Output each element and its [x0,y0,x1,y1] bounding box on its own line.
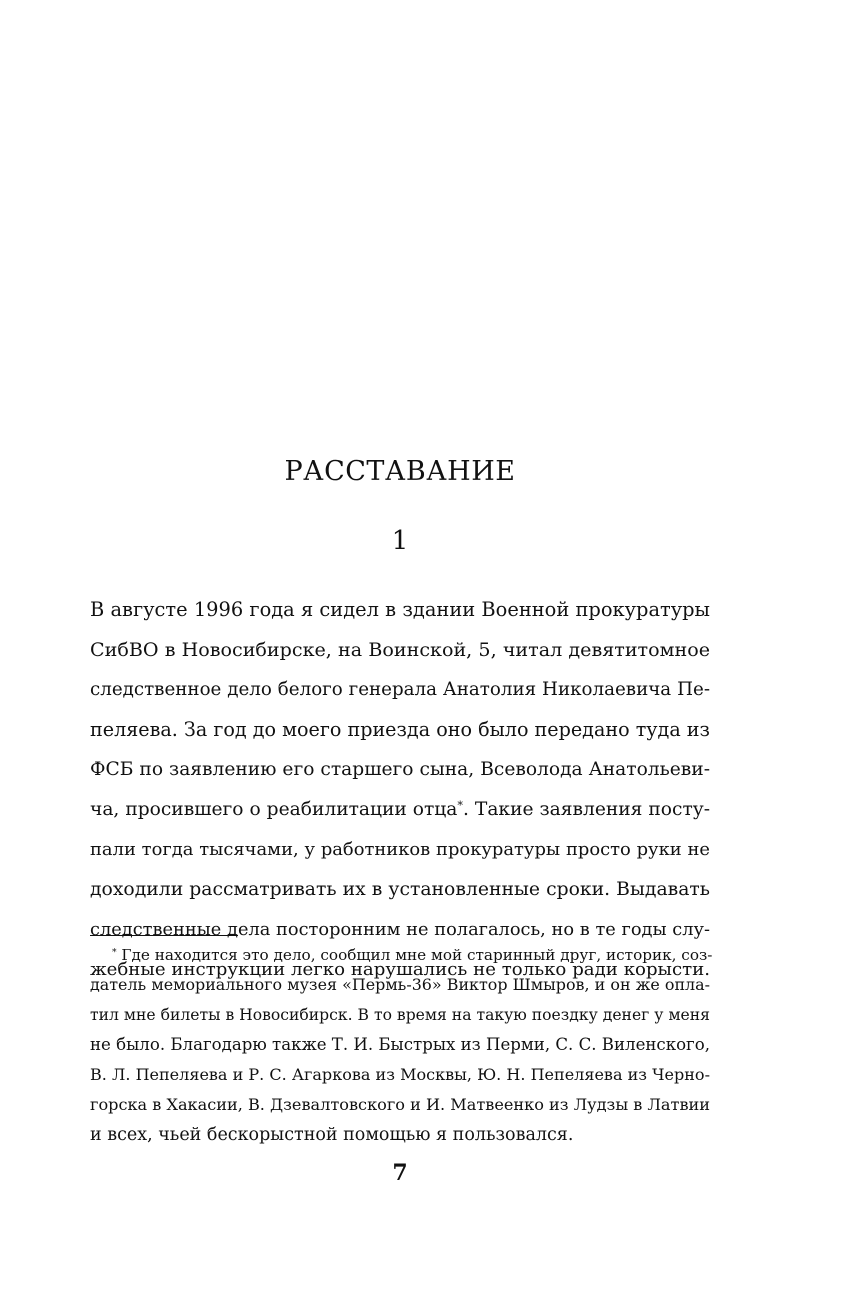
footnote-line: В. Л. Пепеляева и Р. С. Агаркова из Москвы, Ю. Н. Пепеляева из Черно- [90,1065,710,1084]
main-text [90,590,713,990]
body-line: доходили рассматривать их в установленные сроки. Выдавать [90,879,710,900]
footnote-line: и всех, чьей бескорыстной помощью я пользовался. [90,1125,574,1145]
footnote-line: Где находится это дело, сообщил мне мой старинный друг, историк, соз- [121,946,713,964]
section-number: 1 [391,526,409,556]
body-line: ФСБ по заявлению его старшего сына, Всеволода Анатольеви- [90,759,710,780]
footnote-divider [90,935,238,936]
body-line: следственные дела посторонним не полагалось, но в те годы слу- [90,920,710,940]
body-line: пеляева. За год до моего приезда оно было передано туда из [90,718,710,741]
chapter-title: РАССТАВАНИЕ [284,456,516,487]
footnote-line: тил мне билеты в Новосибирск. В то время на такую поездку денег у меня [90,1006,710,1024]
body-line: пали тогда тысячами, у работников прокуратуры просто руки не [90,839,710,860]
body-line-part: . Такие заявления посту- [463,799,711,820]
footnote-line: горска в Хакасии, В. Дзевалтовского и И. Матвеенко из Лудзы в Латвии [90,1095,710,1114]
body-line: СибВО в Новосибирске, на Воинской, 5, читал девятитомное [90,638,710,661]
footnote [90,940,713,1150]
footnote-reference[interactable]: * [457,798,463,812]
footnote-line-first [90,940,713,970]
page-number: 7 [392,1160,408,1186]
body-line-with-note [90,790,710,830]
body-line: следственное дело белого генерала Анатолия Николаевича Пе- [90,679,710,700]
footnote-marker: * [112,947,117,958]
body-line: В августе 1996 года я сидел в здании Военной прокуратуры [90,598,710,621]
footnote-line: датель мемориального музея «Пермь-36» Виктор Шмыров, и он же опла- [90,975,710,994]
body-line: жебные инструкции легко нарушались не только ради корысти. [90,959,710,980]
footnote-line: не было. Благодарю также Т. И. Быстрых из Перми, С. С. Виленского, [90,1035,710,1054]
body-line-part: ча, просившего о реабилитации отца [90,799,458,820]
